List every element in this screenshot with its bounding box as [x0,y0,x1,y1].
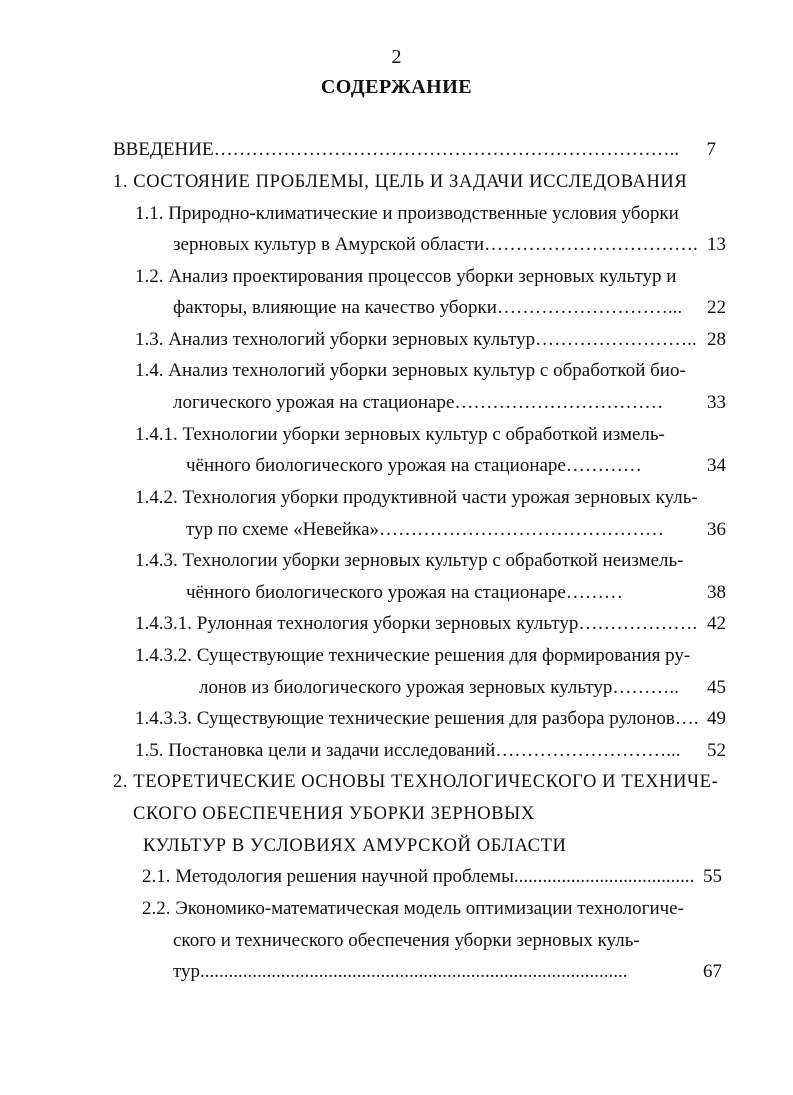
toc-entry-1-1-cont: зерновых культур в Амурской области……………………………. [173,234,698,255]
toc-entry-1-4-3-cont: чённого биологического урожая на стационаре……… [186,582,623,603]
toc-entry-1-2-cont: факторы, влияющие на качество уборки………………………... [173,297,683,318]
toc-entry-1-2: 1.2. Анализ проектирования процессов уборки зерновых культур и [135,266,677,287]
toc-page-1-1: 13 [707,234,726,255]
toc-page-intro: 7 [706,139,716,160]
toc-entry-1-4: 1.4. Анализ технологий уборки зерновых культур с обработкой био- [135,360,686,381]
toc-page-1-3: 28 [707,329,726,350]
toc-page-1-4-1: 34 [707,455,726,476]
toc-entry-2-2: 2.2. Экономико-математическая модель оптимизации технологиче- [142,898,684,919]
toc-page-1-4-3: 38 [707,582,726,603]
toc-entry-1-1: 1.1. Природно-климатические и производственные условия уборки [135,203,679,224]
toc-entry-1-5: 1.5. Постановка цели и задачи исследований………………………... [135,740,681,761]
toc-chapter-2-cont: СКОГО ОБЕСПЕЧЕНИЯ УБОРКИ ЗЕРНОВЫХ [133,804,535,824]
page-title: СОДЕРЖАНИЕ [320,76,473,98]
toc-page-1-4-3-2: 45 [707,677,726,698]
toc-entry-2-1: 2.1. Методология решения научной проблемы...................................... [142,866,695,887]
toc-page-1-5: 52 [707,740,726,761]
toc-entry-intro: ВВЕДЕНИЕ……………………………………………………………….. [113,139,680,160]
toc-entry-2-2-cont: ского и технического обеспечения уборки зерновых куль- [173,930,640,951]
toc-entry-1-4-3-2-cont: лонов из биологического урожая зерновых культур……….. [199,677,679,698]
toc-chapter-1: 1. СОСТОЯНИЕ ПРОБЛЕМЫ, ЦЕЛЬ И ЗАДАЧИ ИССЛЕДОВАНИЯ [113,172,688,192]
page-number: 2 [391,46,402,68]
toc-entry-1-4-2-cont: тур по схеме «Невейка»……………………………………… [186,519,665,540]
toc-entry-1-4-1-cont: чённого биологического урожая на стационаре………… [186,455,642,476]
toc-entry-1-4-3-2: 1.4.3.2. Существующие технические решения для формирования ру- [135,645,691,666]
toc-entry-1-4-3-1: 1.4.3.1. Рулонная технология уборки зерновых культур………………. [135,613,698,634]
toc-chapter-2-cont2: КУЛЬТУР В УСЛОВИЯХ АМУРСКОЙ ОБЛАСТИ [143,836,567,856]
toc-page-1-4-3-3: 49 [707,708,726,729]
toc-page-1-4-2: 36 [707,519,726,540]
toc-page-2-1: 55 [703,866,722,887]
toc-entry-1-4-cont: логического урожая на стационаре…………………………… [173,392,664,413]
toc-entry-2-2-cont2: тур.......................................................................................... [173,961,628,982]
toc-entry-1-4-1: 1.4.1. Технологии уборки зерновых культур с обработкой измель- [135,424,665,445]
toc-entry-1-4-3-3: 1.4.3.3. Существующие технические решения для разбора рулонов…. [135,708,699,729]
toc-entry-1-4-2: 1.4.2. Технология уборки продуктивной части урожая зерновых куль- [135,487,698,508]
toc-entry-1-3: 1.3. Анализ технологий уборки зерновых культур…………………….. [135,329,697,350]
toc-page-1-4: 33 [707,392,726,413]
toc-chapter-2: 2. ТЕОРЕТИЧЕСКИЕ ОСНОВЫ ТЕХНОЛОГИЧЕСКОГО И ТЕХНИЧЕ- [113,772,719,792]
toc-page-1-2: 22 [707,297,726,318]
toc-page-2-2: 67 [703,961,722,982]
toc-entry-1-4-3: 1.4.3. Технологии уборки зерновых культур с обработкой неизмель- [135,550,684,571]
toc-page-1-4-3-1: 42 [707,613,726,634]
